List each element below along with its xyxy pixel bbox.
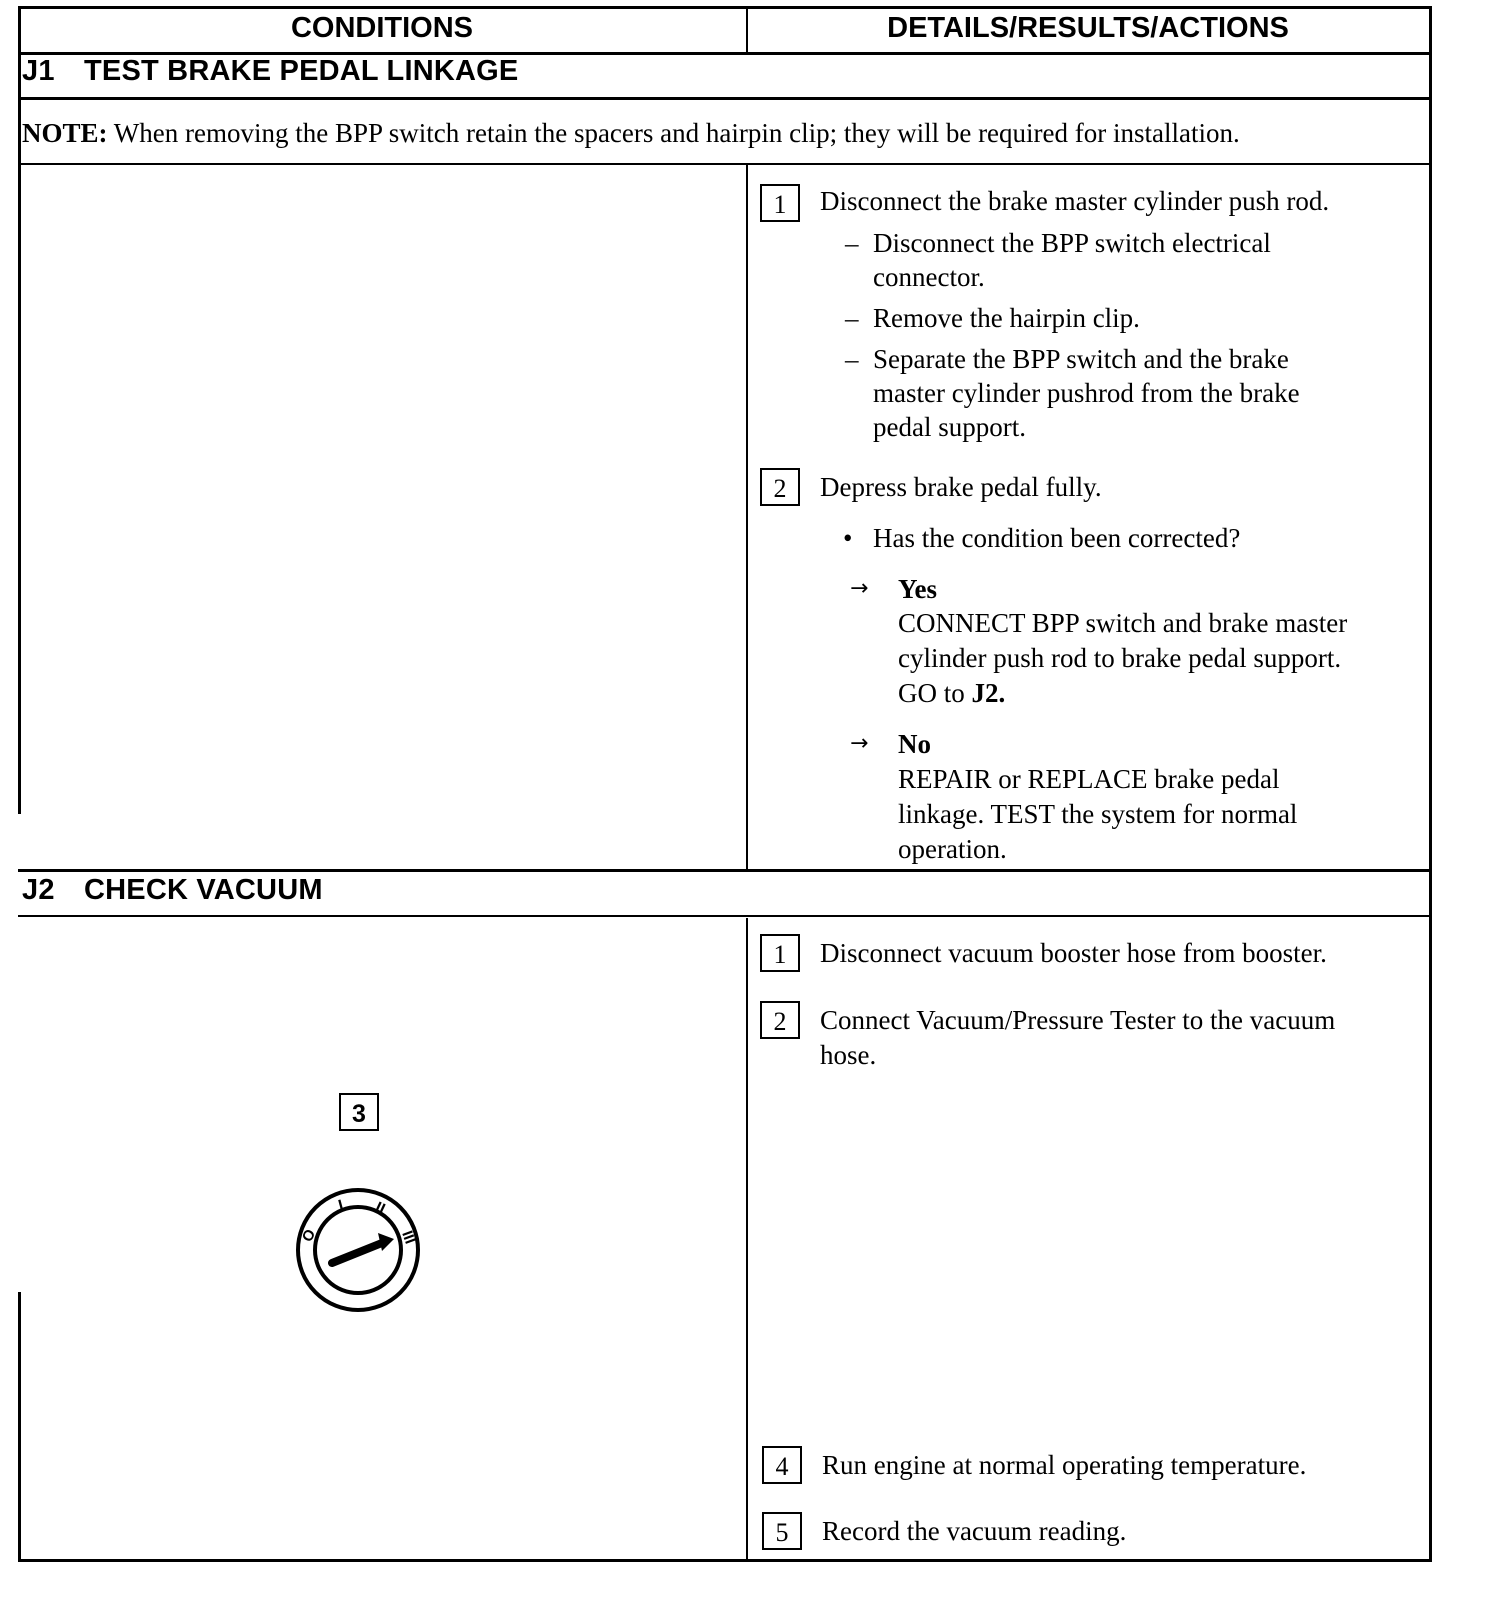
no-label: No bbox=[898, 729, 931, 759]
section-title-j2-text: CHECK VACUUM bbox=[84, 874, 323, 906]
j1-step-1-sub-2: Remove the hairpin clip. bbox=[873, 303, 1140, 333]
no-line-2: linkage. TEST the system for normal bbox=[898, 799, 1298, 829]
j2-step-4-text: Run engine at normal operating temperature. bbox=[822, 1450, 1307, 1480]
no-line-1: REPAIR or REPLACE brake pedal bbox=[898, 764, 1280, 794]
j1-title-bottom-line bbox=[18, 97, 1432, 100]
j2-step-5-text: Record the vacuum reading. bbox=[822, 1516, 1127, 1546]
j1-step-2-box: 2 bbox=[760, 468, 800, 506]
j1-step-1-sub-3-cont: master cylinder pushrod from the brake bbox=[873, 378, 1300, 408]
j2-column-divider bbox=[746, 918, 748, 1562]
section-title-j1 bbox=[22, 55, 518, 88]
gauge-mark-1: I bbox=[336, 1197, 346, 1215]
details-column-header: DETAILS/RESULTS/ACTIONS bbox=[887, 12, 1289, 44]
section-title-j2 bbox=[22, 874, 323, 907]
j1-step-1-text: Disconnect the brake master cylinder push rod. bbox=[820, 186, 1330, 216]
bullet-icon: • bbox=[843, 523, 853, 553]
dash-icon: – bbox=[845, 228, 859, 258]
j2-step-1-text: Disconnect vacuum booster hose from booster. bbox=[820, 938, 1327, 968]
yes-label: Yes bbox=[898, 574, 937, 604]
section-id-j2: J2 bbox=[22, 874, 55, 906]
yes-goto-text: GO to bbox=[898, 678, 972, 708]
no-line-3: operation. bbox=[898, 834, 1007, 864]
j1-step-1-box: 1 bbox=[760, 184, 800, 222]
j1-column-divider bbox=[746, 165, 748, 869]
j2-step-5-box: 5 bbox=[762, 1512, 802, 1550]
table-right-border bbox=[1429, 6, 1432, 1562]
table-left-border-upper bbox=[18, 6, 21, 814]
ignition-switch-icon bbox=[290, 1185, 430, 1315]
dash-icon: – bbox=[845, 303, 859, 333]
j1-step-2-text: Depress brake pedal fully. bbox=[820, 472, 1102, 502]
j1-step-1-sub-1-cont: connector. bbox=[873, 262, 985, 292]
note-text: When removing the BPP switch retain the spacers and hairpin clip; they will be required for installation. bbox=[107, 118, 1240, 148]
j2-step-2-text-cont: hose. bbox=[820, 1040, 877, 1070]
note-bottom-line bbox=[18, 163, 1432, 165]
yes-line-1: CONNECT BPP switch and brake master bbox=[898, 608, 1348, 638]
ignition-key-blade bbox=[332, 1243, 382, 1263]
table-top-border bbox=[18, 6, 1432, 9]
yes-line-2: cylinder push rod to brake pedal support. bbox=[898, 643, 1342, 673]
j1-note bbox=[22, 118, 1240, 149]
gauge-mark-0: O bbox=[298, 1226, 320, 1245]
j2-step-2-text: Connect Vacuum/Pressure Tester to the vacuum bbox=[820, 1005, 1336, 1035]
conditions-column-header: CONDITIONS bbox=[290, 12, 474, 44]
gauge-mark-3: III bbox=[398, 1228, 419, 1247]
arrow-right-icon: → bbox=[850, 731, 869, 756]
j1-step-1-sub-3-cont2: pedal support. bbox=[873, 412, 1026, 442]
table-left-border-lower bbox=[18, 1292, 21, 1562]
j2-step-1-box: 1 bbox=[760, 934, 800, 972]
j2-title-top-line bbox=[18, 869, 1432, 872]
j2-step-4-box: 4 bbox=[762, 1446, 802, 1484]
figure-step-3-box: 3 bbox=[339, 1093, 379, 1131]
j1-step-1-sub-1: Disconnect the BPP switch electrical bbox=[873, 228, 1271, 258]
j1-step-1-sub-3: Separate the BPP switch and the brake bbox=[873, 344, 1289, 374]
table-bottom-border bbox=[18, 1559, 1432, 1562]
section-title-j1-text: TEST BRAKE PEDAL LINKAGE bbox=[84, 55, 519, 87]
j2-step-2-box: 2 bbox=[760, 1001, 800, 1039]
gauge-mark-2: II bbox=[372, 1199, 388, 1219]
note-label: NOTE: bbox=[22, 118, 108, 148]
dash-icon: – bbox=[845, 344, 859, 374]
yes-goto bbox=[898, 676, 1005, 710]
section-id-j1: J1 bbox=[22, 55, 55, 87]
yes-goto-target: J2. bbox=[971, 678, 1006, 708]
arrow-right-icon: → bbox=[850, 576, 869, 601]
ignition-pointer-arrow bbox=[378, 1233, 394, 1251]
j1-question: Has the condition been corrected? bbox=[873, 523, 1241, 553]
j2-title-bottom-line bbox=[18, 915, 1432, 917]
